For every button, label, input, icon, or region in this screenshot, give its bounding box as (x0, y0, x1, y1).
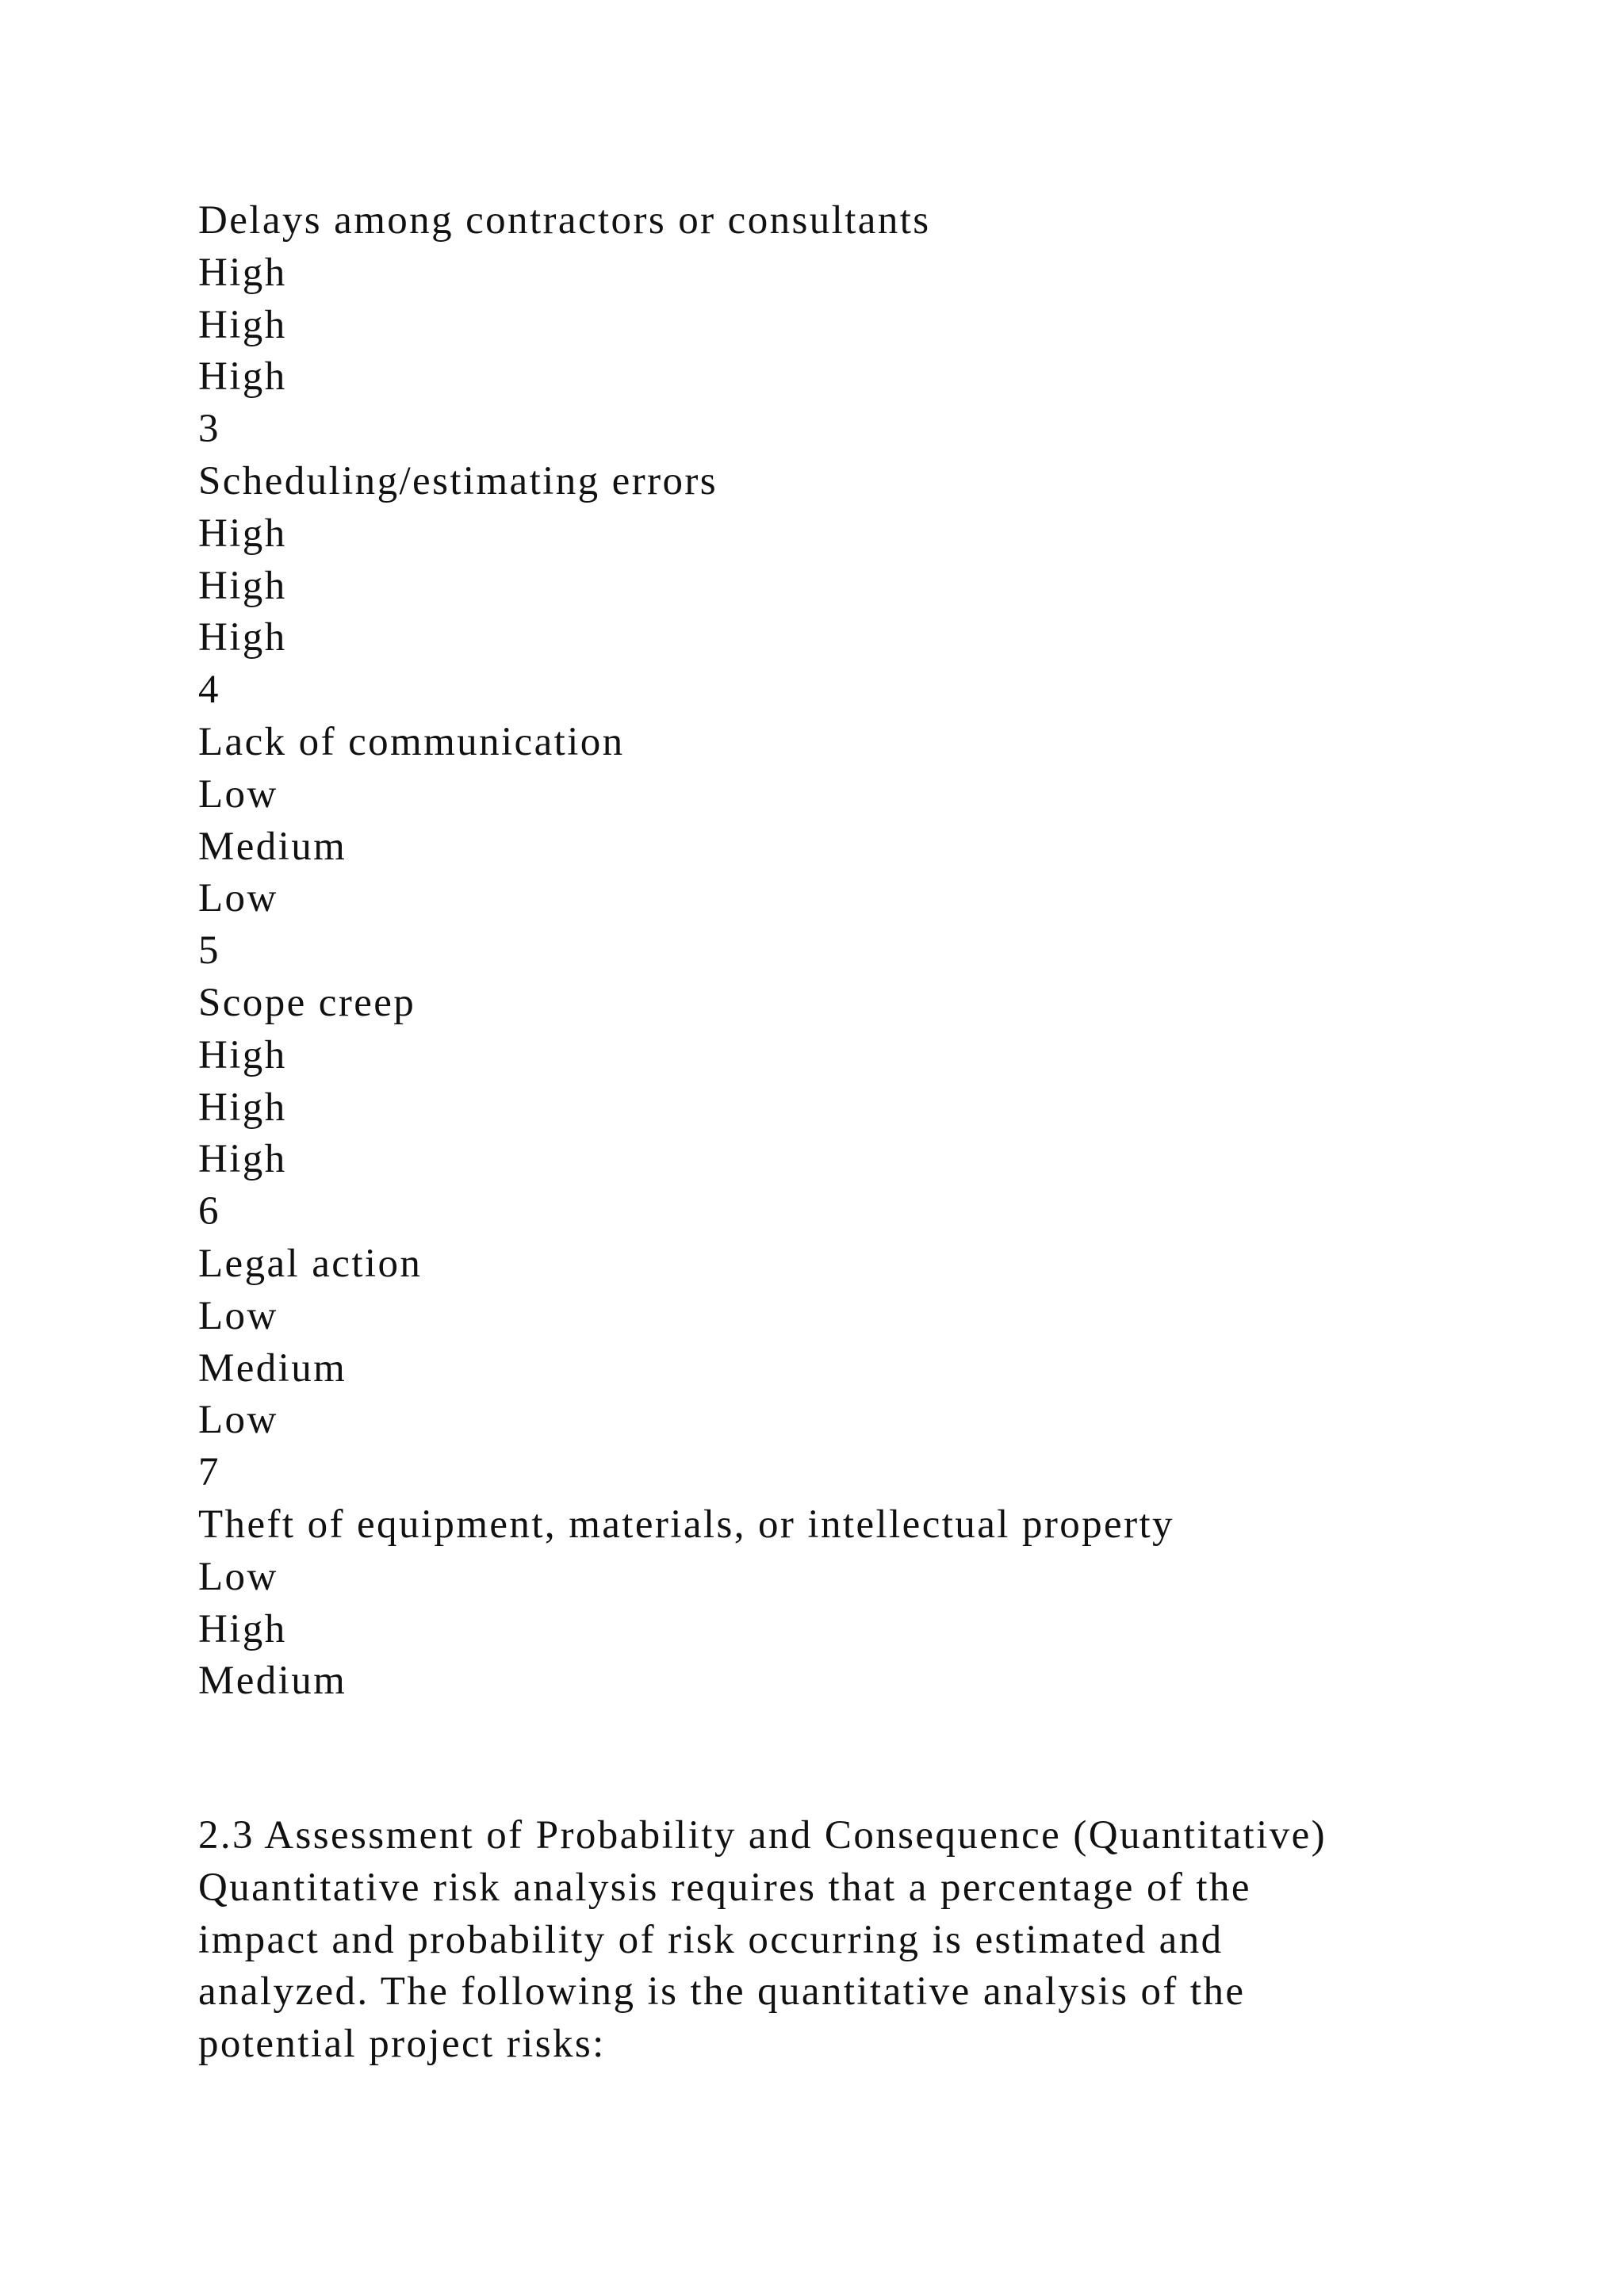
body-line: impact and probability of risk occurring is estimated and (198, 1917, 1224, 1962)
body-line: analyzed. The following is the quantitative analysis of the (198, 1969, 1246, 2015)
impact-value: Low (198, 1554, 278, 1599)
impact-value: High (198, 250, 287, 295)
body-line: potential project risks: (198, 2022, 606, 2067)
risk-table-text (198, 195, 1435, 1708)
row-number: 6 (198, 1189, 220, 1234)
probability-value: Medium (198, 1345, 347, 1391)
row-number: 5 (198, 928, 220, 974)
section-heading: 2.3 Assessment of Probability and Consequence (Quantitative) (198, 1813, 1327, 1858)
risk-item-label: Theft of equipment, materials, or intellectual property (198, 1502, 1174, 1547)
risk-level-value: Low (198, 1398, 278, 1443)
probability-value: High (198, 1085, 287, 1130)
probability-value: High (198, 302, 287, 347)
risk-item-label: Delays among contractors or consultants (198, 198, 931, 243)
impact-value: High (198, 511, 287, 556)
probability-value: Medium (198, 824, 347, 869)
risk-level-value: Low (198, 876, 278, 921)
body-line: Quantitative risk analysis requires that a percentage of the (198, 1865, 1251, 1910)
impact-value: Low (198, 771, 278, 817)
risk-level-value: High (198, 615, 287, 660)
risk-item-label: Legal action (198, 1241, 423, 1286)
probability-value: High (198, 1606, 287, 1651)
risk-item-label: Lack of communication (198, 719, 625, 764)
probability-value: High (198, 563, 287, 608)
row-number: 3 (198, 407, 220, 452)
row-number: 7 (198, 1450, 220, 1495)
impact-value: Low (198, 1293, 278, 1338)
risk-item-label: Scheduling/estimating errors (198, 458, 718, 503)
section-2-3 (198, 1810, 1435, 2071)
risk-level-value: High (198, 1137, 287, 1182)
impact-value: High (198, 1032, 287, 1077)
risk-item-label: Scope creep (198, 980, 416, 1025)
risk-level-value: Medium (198, 1659, 347, 1704)
row-number: 4 (198, 668, 220, 713)
risk-level-value: High (198, 354, 287, 400)
